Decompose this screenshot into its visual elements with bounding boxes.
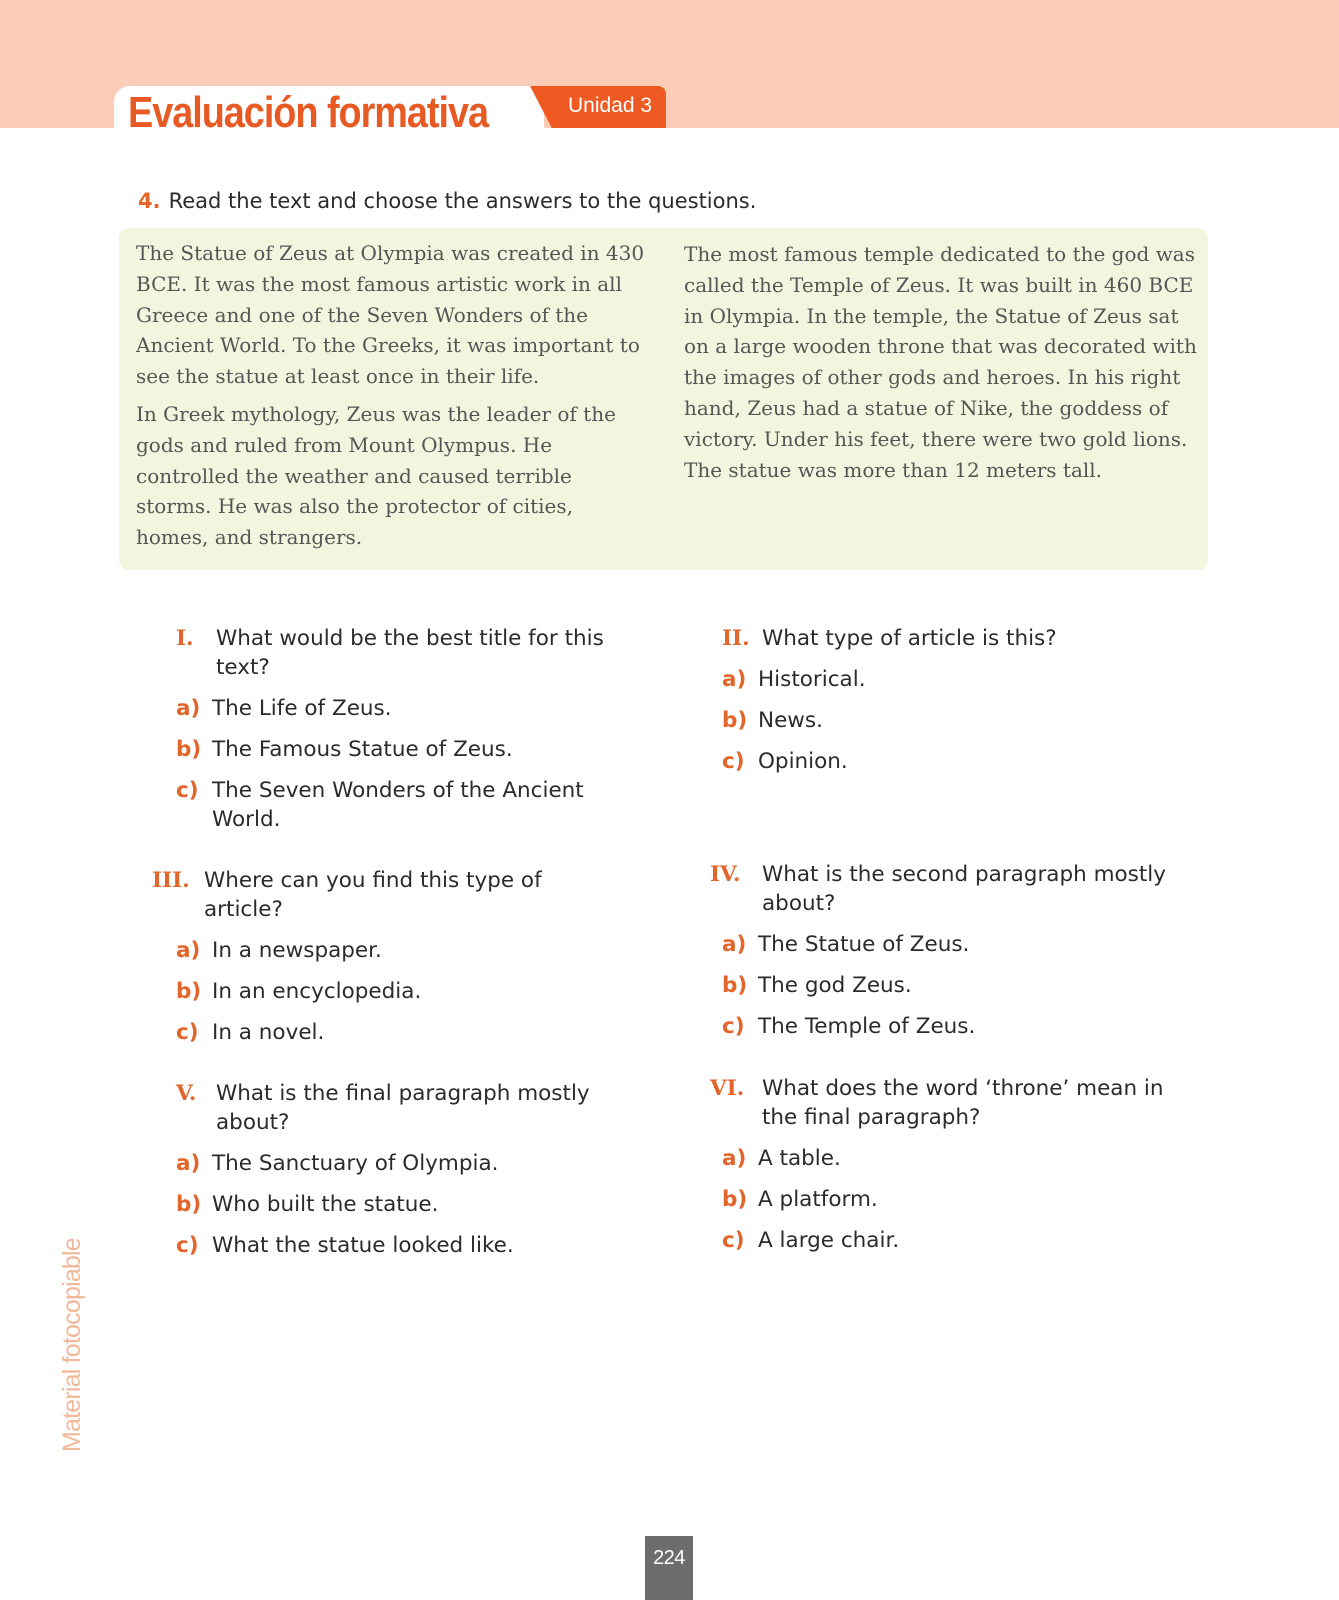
exercise-number: 4. — [138, 189, 161, 213]
option-letter: b) — [176, 1192, 202, 1217]
answer-option-b[interactable] — [176, 735, 636, 764]
question-text: What is the final paragraph mostly about? — [216, 1081, 590, 1135]
option-text: A table. — [758, 1146, 841, 1171]
page-title: Evaluación formativa — [128, 88, 489, 137]
option-letter: c) — [722, 749, 745, 774]
option-text: In an encyclopedia. — [212, 979, 422, 1004]
option-text: The Statue of Zeus. — [758, 932, 970, 957]
option-text: The Sanctuary of Olympia. — [212, 1151, 499, 1176]
question-text: Where can you find this type of article? — [204, 868, 542, 922]
question-text: What is the second paragraph mostly about? — [762, 862, 1166, 916]
answer-option-c[interactable] — [722, 1226, 1200, 1255]
option-letter: c) — [176, 1020, 199, 1045]
option-text: News. — [758, 708, 823, 733]
option-letter: a) — [722, 932, 747, 957]
question-numeral: III. — [152, 868, 190, 893]
option-text: The Temple of Zeus. — [758, 1014, 976, 1039]
answer-option-b[interactable] — [722, 706, 1192, 735]
answer-option-a[interactable] — [722, 930, 1200, 959]
question-4 — [710, 860, 1200, 1041]
reading-column-right — [684, 239, 1199, 492]
question-2 — [722, 624, 1192, 776]
option-text: A platform. — [758, 1187, 878, 1212]
answer-option-b[interactable] — [722, 971, 1200, 1000]
answer-option-a[interactable] — [176, 1149, 616, 1178]
option-letter: a) — [722, 1146, 747, 1171]
question-3 — [152, 866, 572, 1047]
answer-option-c[interactable] — [176, 1231, 616, 1260]
option-text: In a newspaper. — [212, 938, 382, 963]
option-text: The god Zeus. — [758, 973, 912, 998]
question-6 — [710, 1074, 1200, 1255]
option-letter: b) — [176, 979, 202, 1004]
option-text: The Seven Wonders of the Ancient World. — [212, 778, 584, 832]
question-text: What would be the best title for this text? — [216, 626, 604, 680]
unit-badge-label: Unidad 3 — [567, 94, 653, 117]
option-letter: c) — [722, 1014, 745, 1039]
reading-passage — [119, 228, 1208, 570]
question-numeral: IV. — [710, 862, 741, 887]
option-text: Historical. — [758, 667, 866, 692]
question-text: What does the word ‘throne’ mean in the final paragraph? — [762, 1076, 1164, 1130]
answer-option-b[interactable] — [722, 1185, 1200, 1214]
question-numeral: V. — [176, 1081, 197, 1106]
answer-option-c[interactable] — [176, 776, 636, 834]
question-numeral: VI. — [710, 1076, 745, 1101]
photocopiable-label: Material fotocopiable — [58, 1238, 86, 1452]
option-letter: a) — [176, 938, 201, 963]
option-letter: c) — [722, 1228, 745, 1253]
option-letter: b) — [722, 708, 748, 733]
option-text: The Life of Zeus. — [212, 696, 392, 721]
answer-option-c[interactable] — [176, 1018, 572, 1047]
question-1 — [176, 624, 636, 834]
answer-option-a[interactable] — [176, 936, 572, 965]
answer-option-b[interactable] — [176, 977, 572, 1006]
exercise-instruction — [138, 186, 756, 216]
answer-option-c[interactable] — [722, 1012, 1200, 1041]
option-letter: b) — [722, 973, 748, 998]
question-numeral: II. — [722, 626, 750, 651]
answer-option-c[interactable] — [722, 747, 1192, 776]
option-text: What the statue looked like. — [212, 1233, 514, 1258]
question-text: What type of article is this? — [762, 626, 1057, 651]
answer-option-a[interactable] — [722, 1144, 1200, 1173]
option-letter: b) — [722, 1187, 748, 1212]
instruction-text: Read the text and choose the answers to the questions. — [168, 189, 757, 213]
option-text: Opinion. — [758, 749, 848, 774]
option-letter: a) — [176, 1151, 201, 1176]
option-text: A large chair. — [758, 1228, 900, 1253]
option-text: Who built the statue. — [212, 1192, 439, 1217]
reading-paragraph: The Statue of Zeus at Olympia was created in 430 BCE. It was the most famous artistic work in all Greece and one of the Seven Wonders of the Ancient World. To the Greeks, it was important to see the statue at least once in their life. — [136, 241, 645, 389]
reading-column-left — [136, 238, 646, 560]
answer-option-b[interactable] — [176, 1190, 616, 1219]
option-text: The Famous Statue of Zeus. — [212, 737, 513, 762]
question-numeral: I. — [176, 626, 194, 651]
option-letter: c) — [176, 1233, 199, 1258]
option-letter: a) — [722, 667, 747, 692]
reading-paragraph: The most famous temple dedicated to the god was called the Temple of Zeus. It was built in 460 BCE in Olympia. In the temple, the Statue of Zeus sat on a large wooden throne that was decorated with the images of other gods and heroes. In his right hand, Zeus had a statue of Nike, the goddess of victory. Under his feet, there were two gold lions. The statue was more than 12 meters tall. — [684, 242, 1197, 482]
answer-option-a[interactable] — [722, 665, 1192, 694]
option-letter: a) — [176, 696, 201, 721]
option-letter: c) — [176, 778, 199, 803]
answer-option-a[interactable] — [176, 694, 636, 723]
option-letter: b) — [176, 737, 202, 762]
question-5 — [176, 1079, 616, 1260]
option-text: In a novel. — [212, 1020, 325, 1045]
reading-paragraph: In Greek mythology, Zeus was the leader of the gods and ruled from Mount Olympus. He controlled the weather and caused terrible storms. He was also the protector of cities, homes, and strangers. — [136, 401, 616, 550]
page-number: 224 — [653, 1547, 685, 1569]
